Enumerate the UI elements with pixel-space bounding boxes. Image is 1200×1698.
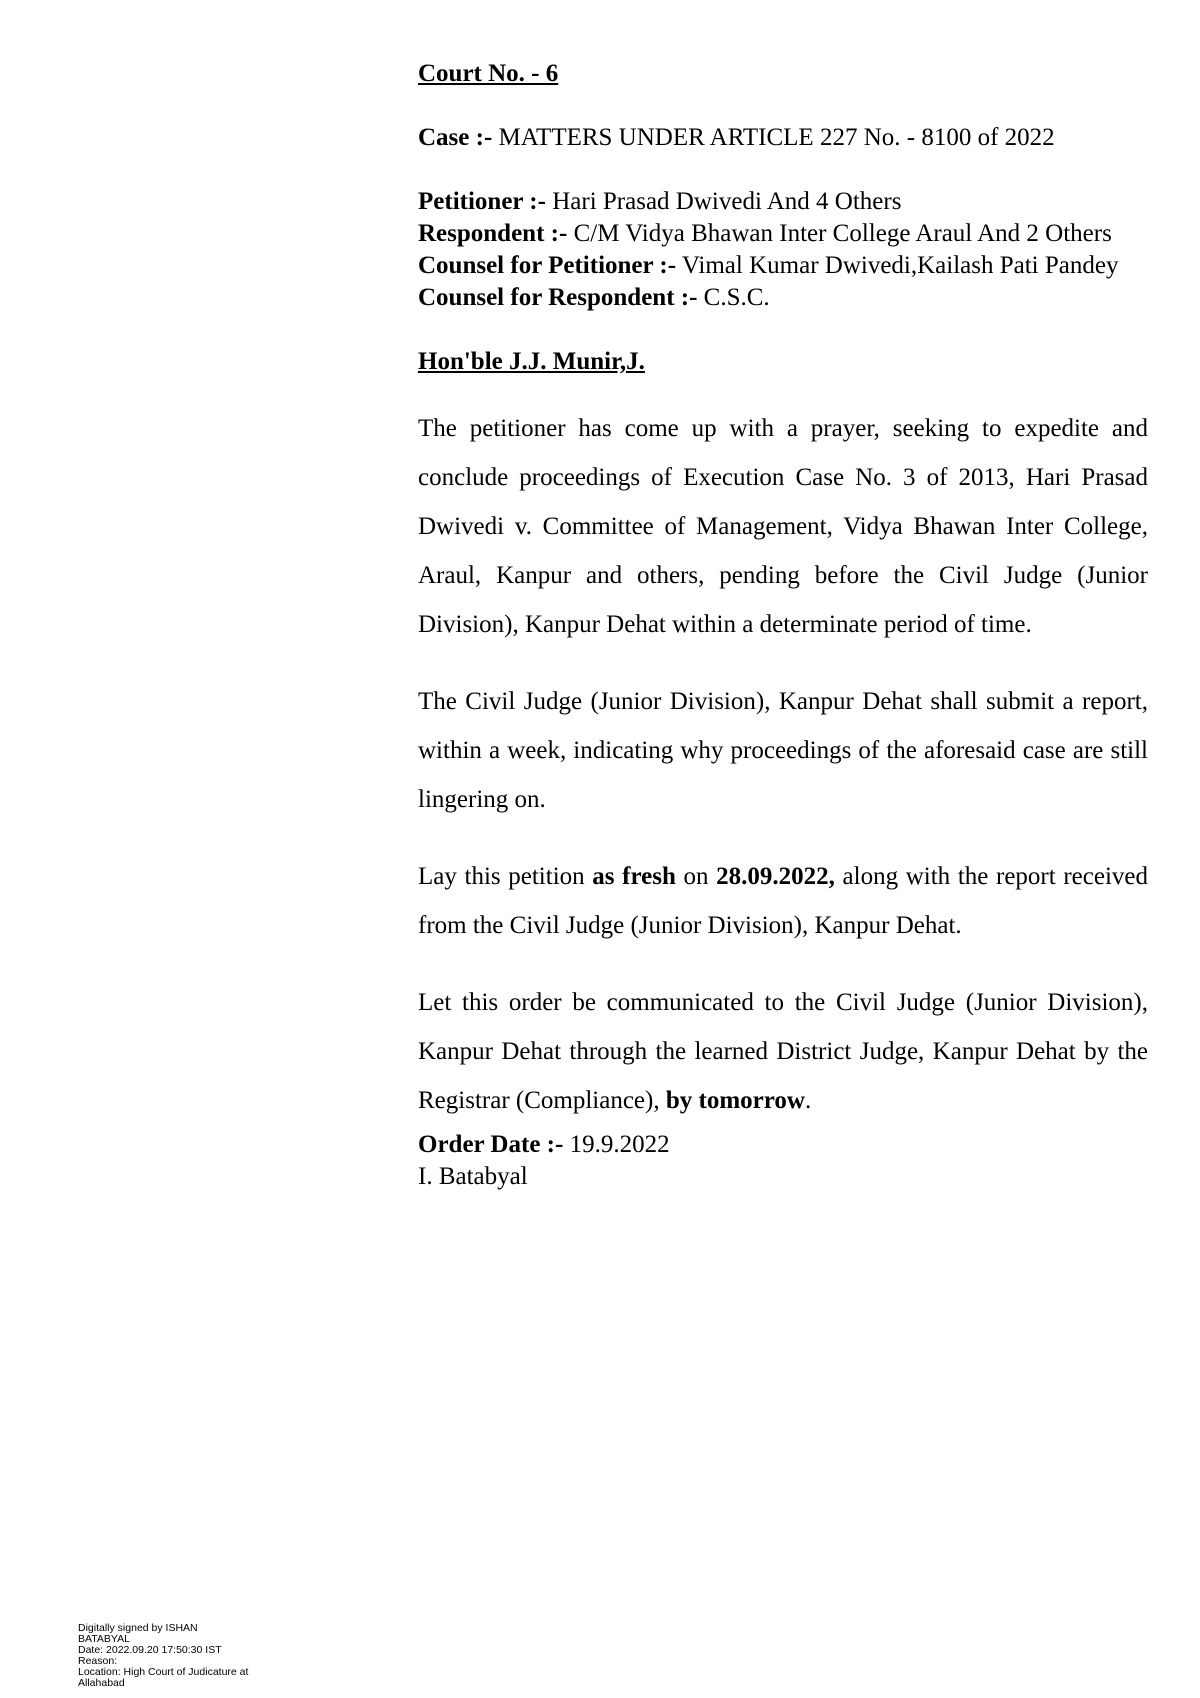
order-paragraph-3 (418, 852, 1148, 950)
order-date-line (418, 1129, 1148, 1161)
case-value: MATTERS UNDER ARTICLE 227 No. - 8100 of 2022 (492, 124, 1055, 151)
para4-text-c: . (804, 1087, 812, 1114)
dsig-line-3: Date: 2022.09.20 17:50:30 IST (78, 1644, 222, 1656)
order-paragraph-1: The petitioner has come up with a prayer, seeking to expedite and conclude proceedings of Execution Case No. 3 of 2013, Hari Prasad Dwivedi v. Committee of Management, Vidya Bhawan Inter College, Araul, Kanpur and others, pending before the Civil Judge (Junior Division), Kanpur Dehat within a determinate period of time. (418, 415, 1148, 638)
para3-listing-date: 28.09.2022, (716, 863, 835, 890)
para4-text-a: Let this order be communicated to the Civil Judge (Junior Division), Kanpur Dehat through the learned District Judge, Kanpur Dehat by the Registrar (Compliance), (418, 989, 1148, 1114)
counsel-respondent-row (418, 282, 1148, 314)
counsel-respondent-value: C.S.C. (697, 284, 770, 311)
counsel-respondent-label: Counsel for Respondent :- (418, 284, 698, 311)
petitioner-label: Petitioner :- (418, 188, 546, 215)
para4-by-tomorrow: by tomorrow (665, 1087, 805, 1114)
order-date-label: Order Date :- (418, 1131, 564, 1158)
respondent-row (418, 218, 1148, 250)
counsel-petitioner-row (418, 250, 1148, 282)
order-date-value: 19.9.2022 (563, 1131, 670, 1158)
dsig-line-5: Location: High Court of Judicature at (78, 1666, 249, 1678)
case-label: Case :- (418, 124, 493, 151)
para3-text-c: on (675, 863, 717, 890)
para3-text-e: along with the report received from the Civil Judge (Junior Division), Kanpur Dehat. (418, 863, 1148, 939)
counsel-petitioner-value: Vimal Kumar Dwivedi,Kailash Pati Pandey (676, 252, 1119, 279)
case-line (418, 122, 1148, 154)
respondent-value: C/M Vidya Bhawan Inter College Araul And 2 Others (567, 220, 1112, 247)
counsel-petitioner-label: Counsel for Petitioner :- (418, 252, 677, 279)
dsig-line-6: Allahabad (78, 1677, 125, 1689)
para3-text-a: Lay this petition (418, 863, 593, 890)
dsig-line-4: Reason: (78, 1655, 118, 1667)
signer-name: I. Batabyal (418, 1163, 528, 1190)
judge-name: Hon'ble J.J. Munir,J. (418, 348, 645, 375)
court-number: Court No. - 6 (418, 60, 559, 87)
dsig-line-2: BATABYAL (78, 1633, 130, 1645)
digital-signature-block (78, 1623, 308, 1689)
order-paragraph-4 (418, 978, 1148, 1125)
petitioner-row (418, 186, 1148, 218)
parties-block (418, 186, 1148, 314)
para3-as-fresh: as fresh (592, 863, 676, 890)
order-paragraph-2: The Civil Judge (Junior Division), Kanpur Dehat shall submit a report, within a week, indicating why proceedings of the aforesaid case are still lingering on. (418, 688, 1148, 813)
dsig-line-1: Digitally signed by ISHAN (78, 1622, 198, 1634)
petitioner-value: Hari Prasad Dwivedi And 4 Others (545, 188, 902, 215)
respondent-label: Respondent :- (418, 220, 568, 247)
order-document (418, 58, 1148, 1193)
